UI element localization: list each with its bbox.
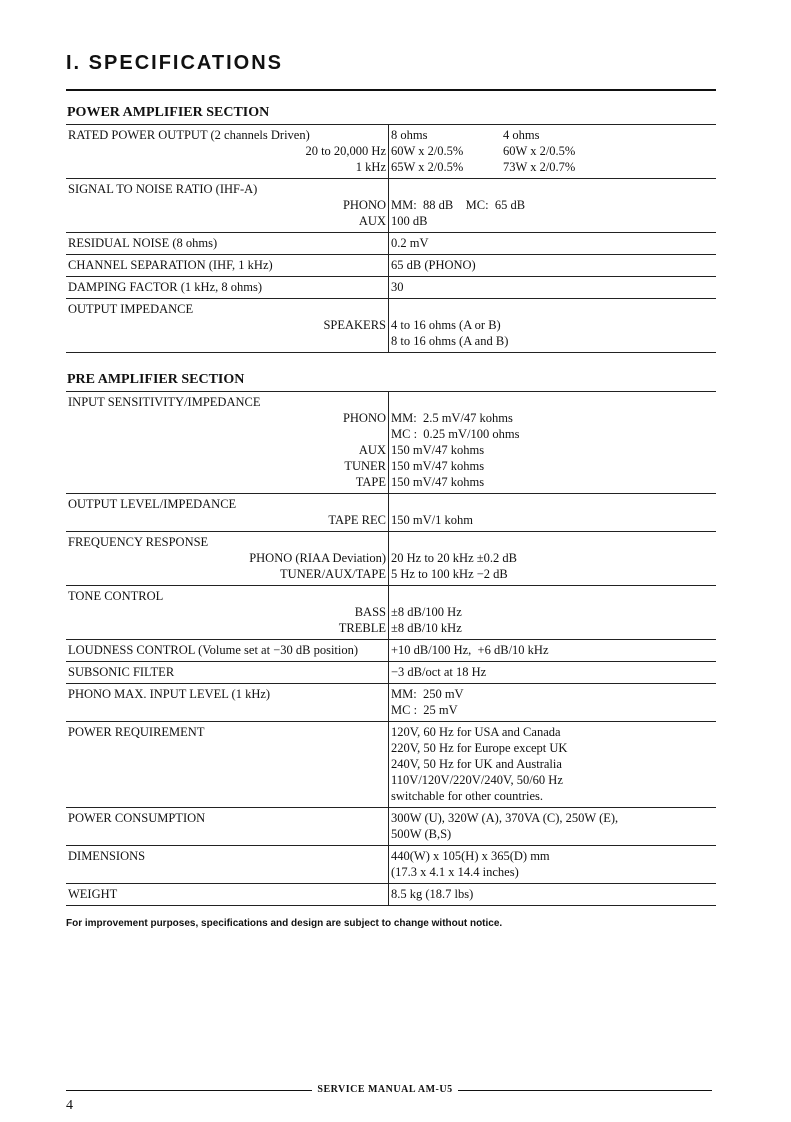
spec-sublabel: TAPE REC [328, 513, 386, 527]
spec-value: 65W x 2/0.5% [391, 160, 464, 174]
page-footer [66, 1084, 716, 1098]
spec-value: −3 dB/oct at 18 Hz [391, 665, 487, 679]
spec-value: 4 ohms [503, 128, 540, 142]
spec-sublabel: AUX [358, 214, 386, 228]
spec-row-channel-separation [66, 255, 716, 277]
spec-value: 100 dB [391, 214, 428, 228]
spec-label: OUTPUT LEVEL/IMPEDANCE [68, 497, 237, 511]
spec-row-input-sensitivity [66, 392, 716, 494]
spec-row-damping-factor [66, 277, 716, 299]
spec-label: POWER REQUIREMENT [68, 725, 205, 739]
page-title: I. SPECIFICATIONS [66, 52, 283, 74]
spec-row-output-level [66, 494, 716, 532]
change-notice: For improvement purposes, specifications and design are subject to change without notice. [66, 918, 503, 929]
spec-sublabel: PHONO (RIAA Deviation) [249, 551, 386, 565]
spec-value: 120V, 60 Hz for USA and Canada [391, 725, 561, 739]
spec-sublabel: PHONO [342, 198, 386, 212]
spec-label: TONE CONTROL [68, 589, 164, 603]
spec-value: ±8 dB/100 Hz [391, 605, 462, 619]
spec-value: 150 mV/47 kohms [391, 443, 485, 457]
spec-value: 8 ohms [391, 128, 428, 142]
spec-row-dimensions [66, 846, 716, 884]
spec-value: 220V, 50 Hz for Europe except UK [391, 741, 568, 755]
title-rule [66, 89, 716, 91]
spec-value: 20 Hz to 20 kHz ±0.2 dB [391, 551, 517, 565]
spec-label: FREQUENCY RESPONSE [68, 535, 209, 549]
spec-value: 73W x 2/0.7% [503, 160, 576, 174]
spec-row-loudness-control [66, 640, 716, 662]
spec-sublabel: TUNER/AUX/TAPE [280, 567, 386, 581]
spec-sublabel: AUX [358, 443, 386, 457]
footer-rule-right [458, 1090, 712, 1091]
spec-value: 150 mV/1 kohm [391, 513, 473, 527]
spec-label: WEIGHT [68, 887, 118, 901]
power-amplifier-heading: POWER AMPLIFIER SECTION [67, 105, 270, 120]
spec-value: (17.3 x 4.1 x 14.4 inches) [391, 865, 519, 879]
spec-label: RESIDUAL NOISE (8 ohms) [68, 236, 218, 250]
power-amplifier-table [66, 124, 716, 353]
pre-amplifier-table [66, 391, 716, 906]
spec-sublabel: SPEAKERS [323, 318, 386, 332]
spec-sublabel: 20 to 20,000 Hz [305, 144, 386, 158]
spec-value: switchable for other countries. [391, 789, 544, 803]
spec-label: SIGNAL TO NOISE RATIO (IHF-A) [68, 182, 258, 196]
spec-label: OUTPUT IMPEDANCE [68, 302, 194, 316]
spec-value: 60W x 2/0.5% [503, 144, 576, 158]
spec-value: 30 [391, 280, 404, 294]
footer-rule-left [66, 1090, 312, 1091]
spec-value: MC : 25 mV [391, 703, 458, 717]
spec-sublabel: 1 kHz [355, 160, 386, 174]
spec-value: 240V, 50 Hz for UK and Australia [391, 757, 562, 771]
spec-row-output-impedance [66, 299, 716, 353]
spec-label: LOUDNESS CONTROL (Volume set at −30 dB position) [68, 643, 359, 657]
spec-value: 500W (B,S) [391, 827, 452, 841]
spec-row-snr [66, 179, 716, 233]
spec-value: 8 to 16 ohms (A and B) [391, 334, 509, 348]
spec-value: 5 Hz to 100 kHz −2 dB [391, 567, 508, 581]
spec-value: 8.5 kg (18.7 lbs) [391, 887, 474, 901]
spec-row-power-consumption [66, 808, 716, 846]
spec-row-residual-noise [66, 233, 716, 255]
spec-value: MC : 0.25 mV/100 ohms [391, 427, 520, 441]
spec-value: 0.2 mV [391, 236, 429, 250]
spec-label: RATED POWER OUTPUT (2 channels Driven) [68, 128, 310, 142]
spec-value: MM: 2.5 mV/47 kohms [391, 411, 513, 425]
spec-label: DIMENSIONS [68, 849, 146, 863]
spec-row-tone-control [66, 586, 716, 640]
spec-sublabel: PHONO [342, 411, 386, 425]
spec-value: 150 mV/47 kohms [391, 459, 485, 473]
spec-label: SUBSONIC FILTER [68, 665, 175, 679]
spec-row-weight [66, 884, 716, 906]
spec-value: +10 dB/100 Hz, +6 dB/10 kHz [391, 643, 549, 657]
spec-value: ±8 dB/10 kHz [391, 621, 462, 635]
spec-value: 65 dB (PHONO) [391, 258, 476, 272]
spec-value: 300W (U), 320W (A), 370VA (C), 250W (E), [391, 811, 619, 825]
spec-row-phono-max-input [66, 684, 716, 722]
spec-label: INPUT SENSITIVITY/IMPEDANCE [68, 395, 261, 409]
spec-value: 110V/120V/220V/240V, 50/60 Hz [391, 773, 563, 787]
footer-manual-title: SERVICE MANUAL AM-U5 [317, 1084, 453, 1095]
spec-value: 4 to 16 ohms (A or B) [391, 318, 501, 332]
page-number: 4 [66, 1098, 73, 1113]
spec-sublabel: TUNER [344, 459, 386, 473]
spec-value: 150 mV/47 kohms [391, 475, 485, 489]
spec-sublabel: BASS [354, 605, 386, 619]
spec-value: MM: 250 mV [391, 687, 464, 701]
spec-row-frequency-response [66, 532, 716, 586]
spec-row-rated-power [66, 125, 716, 179]
pre-amplifier-heading: PRE AMPLIFIER SECTION [67, 372, 245, 387]
spec-label: POWER CONSUMPTION [68, 811, 206, 825]
spec-row-power-requirement [66, 722, 716, 808]
spec-label: PHONO MAX. INPUT LEVEL (1 kHz) [68, 687, 271, 701]
spec-value: MM: 88 dB MC: 65 dB [391, 198, 526, 212]
spec-value: 60W x 2/0.5% [391, 144, 464, 158]
spec-value: 440(W) x 105(H) x 365(D) mm [391, 849, 550, 863]
spec-label: DAMPING FACTOR (1 kHz, 8 ohms) [68, 280, 262, 294]
spec-label: CHANNEL SEPARATION (IHF, 1 kHz) [68, 258, 273, 272]
spec-sublabel: TREBLE [338, 621, 386, 635]
spec-row-subsonic-filter [66, 662, 716, 684]
spec-sublabel: TAPE [355, 475, 386, 489]
